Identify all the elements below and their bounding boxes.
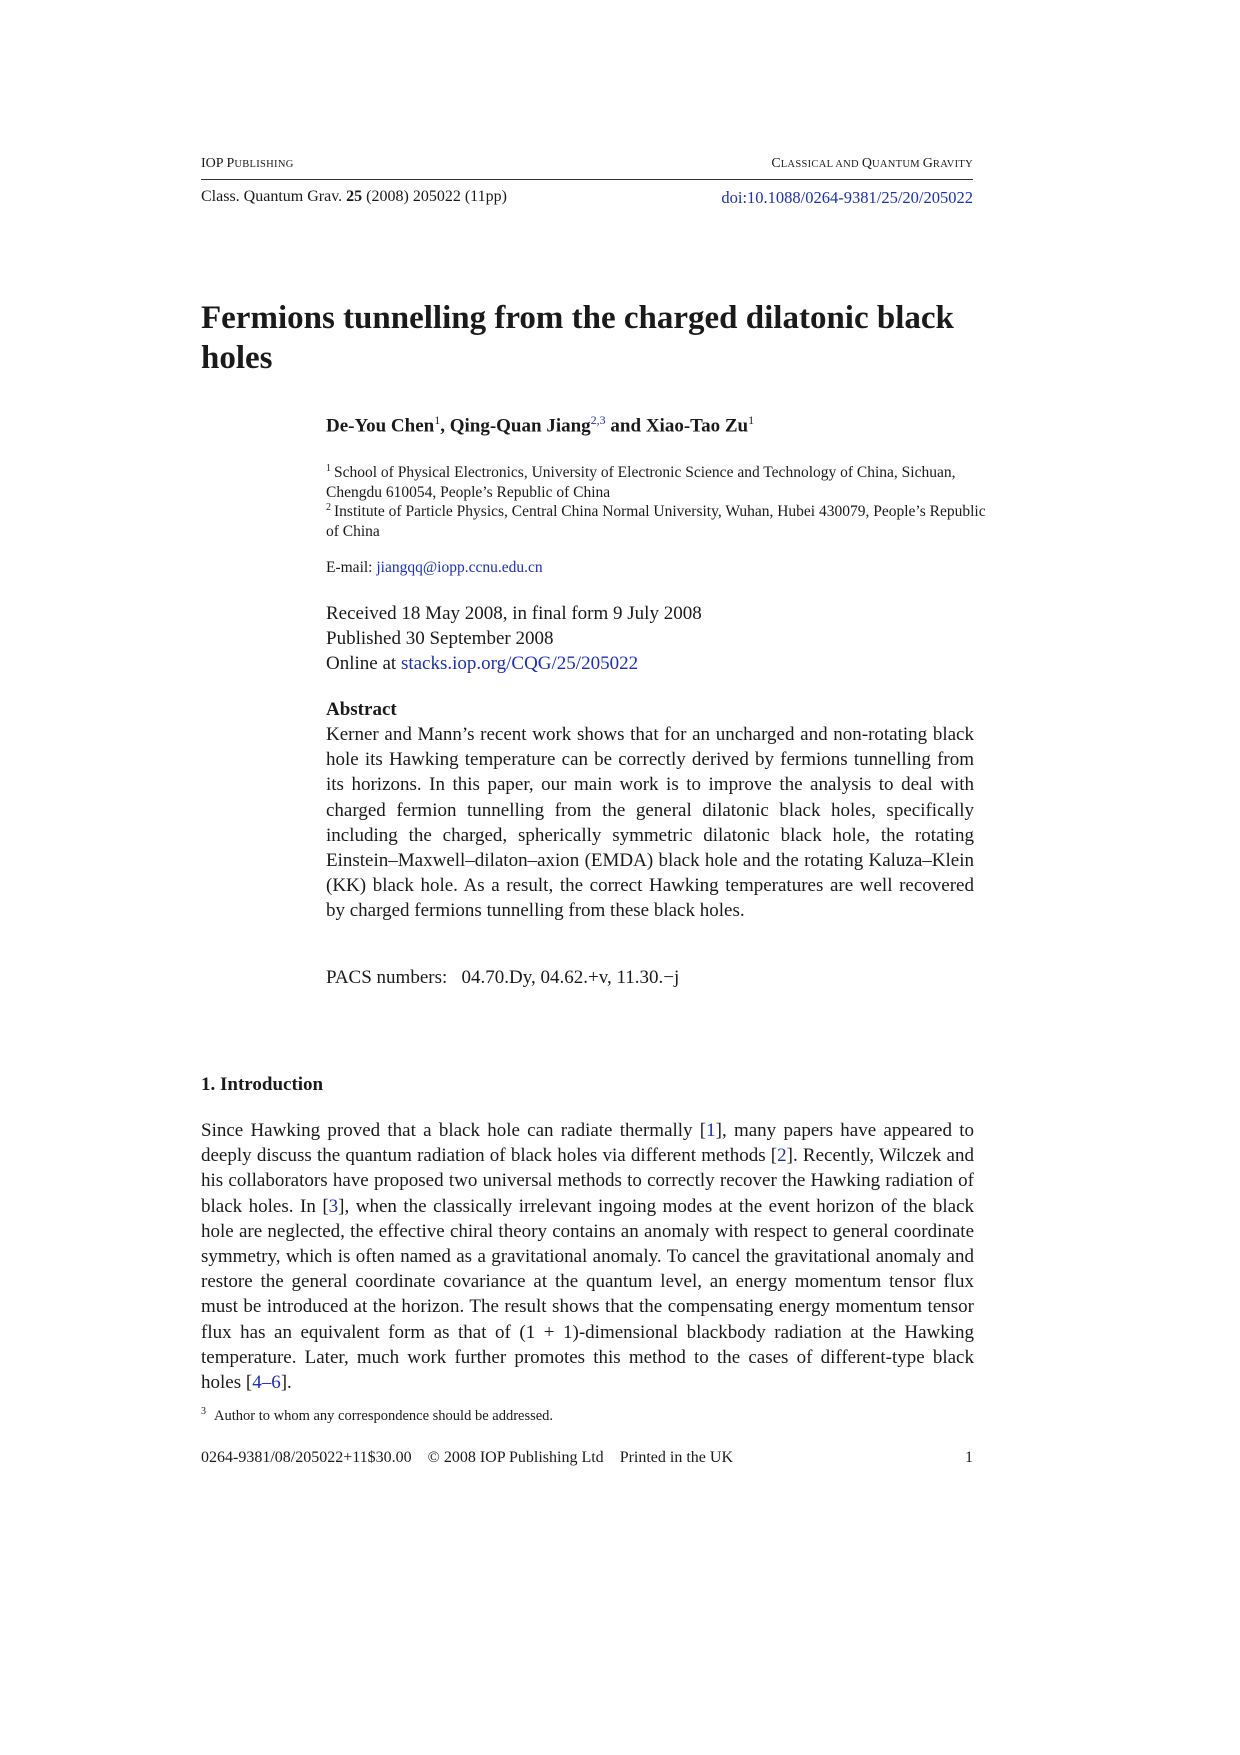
author-affiliation-mark: 1 — [748, 413, 755, 427]
reference-link[interactable]: 4–6 — [252, 1372, 281, 1394]
abstract — [326, 697, 974, 924]
pacs-numbers: PACS numbers: 04.70.Dy, 04.62.+v, 11.30.−j — [326, 967, 680, 988]
affiliation: $^2$ Institute of Particle Physics, Central China Normal University, Wuhan, Hubei 430079, People’s Republic of China — [326, 502, 986, 541]
page-number: 1 — [965, 1449, 973, 1466]
affiliation-mark-link[interactable]: 2, — [590, 413, 600, 427]
page-footer: 0264-9381/08/205022+11$30.00 © 2008 IOP Publishing Ltd Printed in the UK — [201, 1449, 734, 1466]
abstract-heading: Abstract — [326, 699, 397, 720]
footnote: $^3$ Author to whom any correspondence should be addressed. — [201, 1406, 554, 1424]
online-link[interactable]: stacks.iop.org/CQG/25/205022 — [400, 653, 639, 674]
doi-link[interactable]: doi:10.1088/0264-9381/25/20/205022 — [721, 188, 973, 207]
header-rule — [201, 179, 973, 180]
journal-citation: Class. Quantum Grav. 25 (2008) 205022 (11pp) — [201, 188, 507, 205]
running-header-journal: CLASSICAL AND QUANTUM GRAVITY — [771, 156, 973, 171]
author-name: Qing-Quan Jiang — [449, 415, 591, 437]
author-name: Xiao-Tao Zu — [645, 415, 749, 437]
section-heading: 1. Introduction — [201, 1074, 324, 1095]
paper-title: Fermions tunnelling from the charged dilatonic black holes — [201, 300, 954, 376]
abstract-text: Kerner and Mann’s recent work shows that for an uncharged and non-rotating black hole its Hawking temperature can be correctly derived by fermions tunnelling from its horizons. In this paper, our main work is to improve the analysis to deal with charged fermion tunnelling from the general dilatonic black holes, specifically including the charged, spherically symmetric dilatonic black hole, the rotating Einstein–Maxwell–dilaton–axion (EMDA) black hole and the rotating Kaluza–Klein (KK) black hole. As a result, the correct Hawking temperatures are well recovered by charged fermions tunnelling from these black holes. — [326, 724, 974, 922]
published-date: Published 30 September 2008 — [326, 628, 554, 649]
publication-dates — [326, 601, 702, 676]
email-link[interactable]: jiangqq@iopp.ccnu.edu.cn — [376, 559, 543, 576]
received-date: Received 18 May 2008, in final form 9 July 2008 — [326, 603, 702, 624]
body-paragraph: Since Hawking proved that a black hole can radiate thermally [1], many papers have appeared to deeply discuss the quantum radiation of black holes via different methods [2]. Recently, Wilczek and his collaborators have proposed two universal methods to correctly recover the Hawking radiation of black holes. In [3], when the classically irrelevant ingoing modes at the event horizon of the black hole are neglected, the effective chiral theory contains an anomaly with respect to general coordinate symmetry, which is often named as a gravitational anomaly. To cancel the gravitational anomaly and restore the general coordinate covariance at the quantum level, an energy momentum tensor flux must be introduced at the horizon. The result shows that the compensating energy momentum tensor flux has an equivalent form as that of (1 + 1)-dimensional blackbody radiation at the Hawking temperature. Later, much work further promotes this method to the cases of different-type black holes [4–6]. — [201, 1120, 975, 1394]
affiliation: $^1$ School of Physical Electronics, University of Electronic Science and Technology of China, Sichuan, Chengdu 610054, People’s Republic of China — [326, 463, 956, 502]
reference-link[interactable]: 3 — [328, 1195, 339, 1217]
author-affiliation-mark: 1 — [434, 413, 441, 427]
reference-link[interactable]: 1 — [706, 1120, 716, 1141]
footnote-mark-link[interactable]: 3 — [599, 413, 606, 427]
reference-link[interactable]: 2 — [777, 1145, 787, 1167]
online-at: Online at stacks.iop.org/CQG/25/205022 — [326, 653, 639, 674]
author-name: De-You Chen — [326, 415, 435, 437]
contact-email: E-mail: jiangqq@iopp.ccnu.edu.cn — [326, 559, 543, 576]
author-list: De-You Chen$^1$, Qing-Quan Jiang$^{2,3}$ and Xiao-Tao Zu$^1$ — [326, 413, 755, 437]
running-header-publisher: IOP PUBLISHING — [201, 156, 294, 171]
